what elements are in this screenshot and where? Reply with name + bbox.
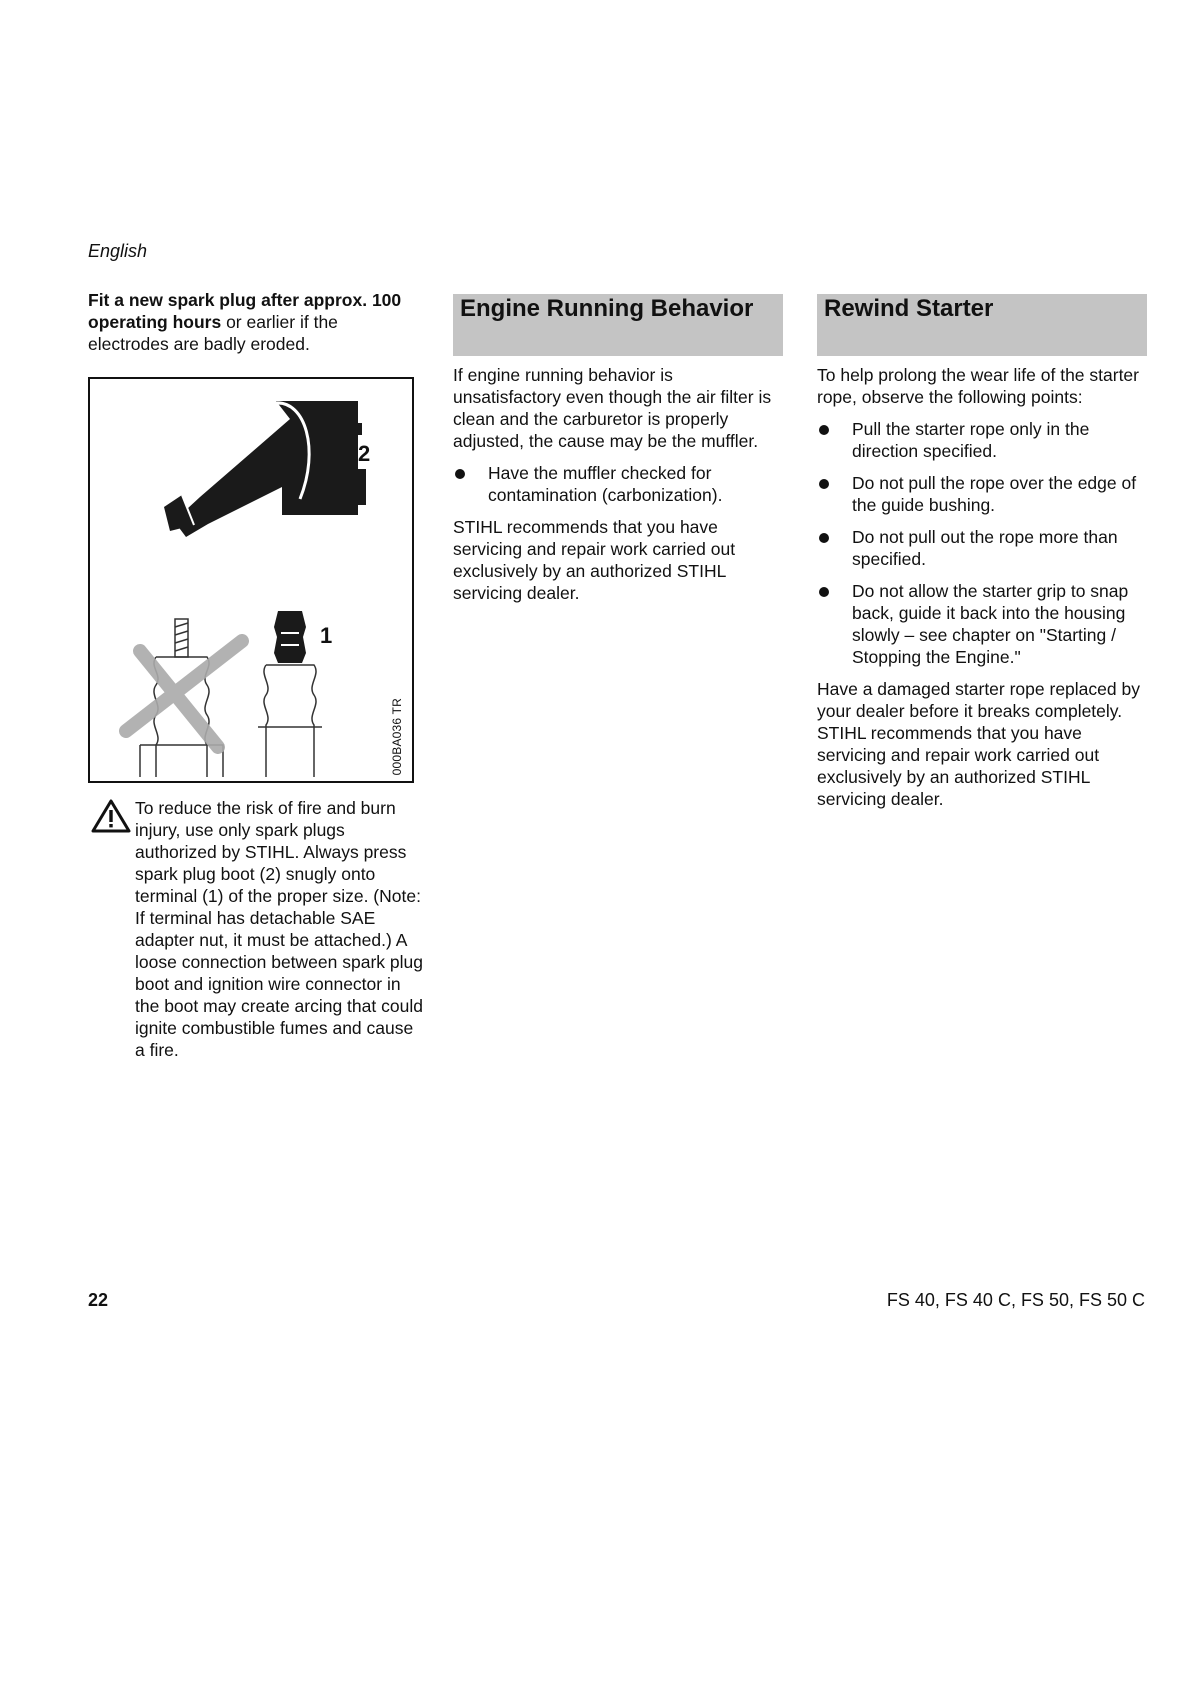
fire-warning	[88, 797, 423, 1061]
rewind-starter-para1: To help prolong the wear life of the starter rope, observe the following points:	[817, 365, 1139, 407]
spark-plug-illustration	[90, 379, 412, 781]
language-label: English	[88, 241, 148, 261]
intro-text: or earlier if the electrodes are badly eroded.	[88, 312, 338, 354]
list-item: Do not allow the starter grip to snap back, guide it back into the housing slowly – see chapter on "Starting / Stopping the Engine."	[817, 580, 1147, 668]
engine-running-para1: If engine running behavior is unsatisfactory even though the air filter is clean and the carburetor is properly adjusted, the cause may be the muffler.	[453, 365, 772, 451]
bullet-icon	[455, 469, 465, 479]
rewind-starter-section	[817, 294, 1147, 820]
rewind-starter-heading: Rewind Starter	[817, 294, 1147, 356]
page-number: 22	[88, 1290, 109, 1310]
spark-plug-figure	[88, 377, 414, 783]
bullet-icon	[819, 587, 829, 597]
bullet-icon	[819, 533, 829, 543]
engine-running-list	[453, 462, 783, 506]
spark-plug-column	[88, 289, 423, 1061]
rewind-starter-list	[817, 418, 1147, 668]
model-list: FS 40, FS 40 C, FS 50, FS 50 C	[886, 1290, 1145, 1310]
intro-bold-text: Fit a new spark plug after approx. 100 operating hours	[88, 290, 402, 332]
bullet-icon	[819, 479, 829, 489]
boot-callout-number: 2	[358, 441, 371, 466]
engine-running-heading: Engine Running Behavior	[453, 294, 783, 356]
spark-plug-boot-icon	[164, 401, 366, 537]
terminal-callout-number: 1	[320, 623, 333, 648]
rewind-starter-para2: Have a damaged starter rope replaced by your dealer before it breaks completely. STIHL recommends that you have servicing and repair work carried out exclusively by an authorized STIHL servicing dealer.	[817, 679, 1140, 809]
engine-running-para2: STIHL recommends that you have servicing and repair work carried out exclusively by an authorized STIHL servicing dealer.	[453, 517, 736, 603]
list-item: Do not pull the rope over the edge of the guide bushing.	[817, 472, 1147, 516]
list-item: Have the muffler checked for contamination (carbonization).	[453, 462, 783, 506]
list-item: Pull the starter rope only in the direction specified.	[817, 418, 1147, 462]
bullet-icon	[819, 425, 829, 435]
terminal-plug-icon	[258, 611, 322, 777]
spark-plug-intro	[88, 289, 423, 355]
engine-running-section	[453, 294, 783, 614]
figure-code: 000BA036 TR	[390, 697, 404, 775]
list-item: Do not pull out the rope more than specified.	[817, 526, 1147, 570]
warning-triangle-icon	[91, 799, 131, 833]
warning-text: To reduce the risk of fire and burn injury, use only spark plugs authorized by STIHL. Always press spark plug boot (2) snugly onto terminal (1) of the proper size. (Note: If terminal has detachable SAE adapter nut, it must be attached.) A loose connection between spark plug boot and ignition wire connector in the boot may create arcing that could ignite combustible fumes and cause a fire.	[135, 798, 423, 1060]
